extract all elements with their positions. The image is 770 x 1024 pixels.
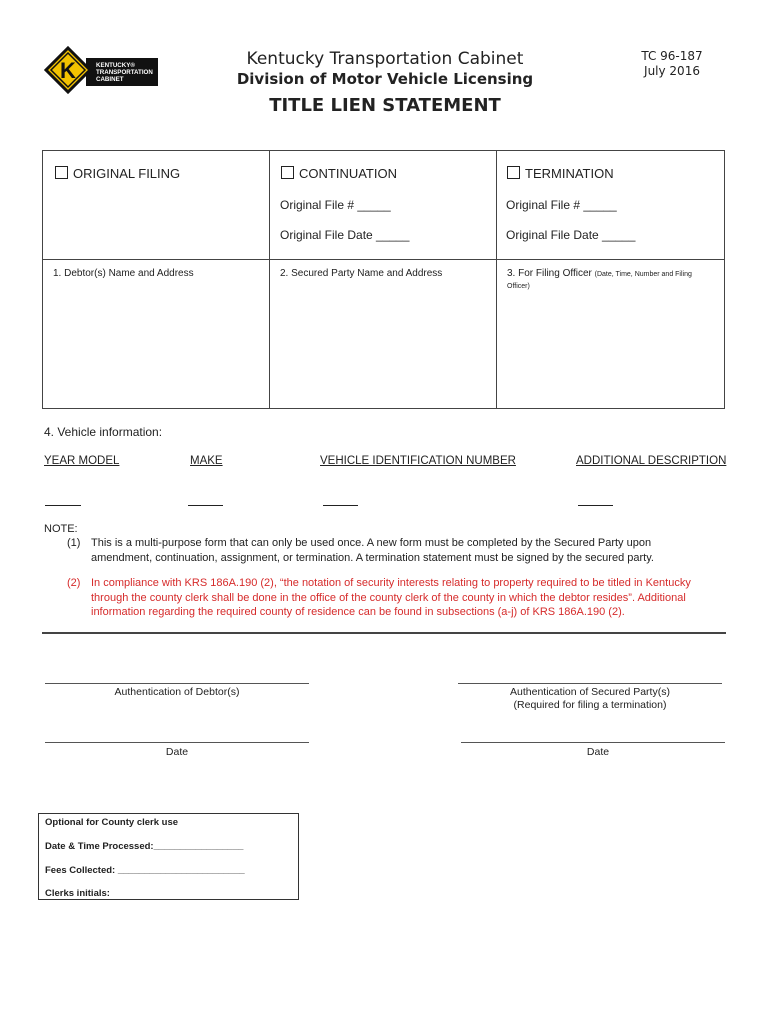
make-field[interactable]: [188, 505, 223, 506]
note-1-line-1: This is a multi-purpose form that can only be used once. A new form must be completed by the Secured Party upon: [91, 537, 652, 549]
logo-text-2: TRANSPORTATION: [96, 69, 153, 76]
termination-file-no[interactable]: Original File # _____: [506, 198, 617, 212]
debtor-box-label: 1. Debtor(s) Name and Address: [53, 268, 194, 279]
division-name: Division of Motor Vehicle Licensing: [236, 70, 534, 88]
note-2-line-2: through the county clerk shall be done in the office of the county clerk of the county in which the debtor resides”. Additional: [91, 591, 686, 604]
termination-checkbox[interactable]: [507, 166, 520, 179]
secured-signature-line[interactable]: [458, 683, 722, 684]
continuation-label: CONTINUATION: [299, 166, 397, 181]
continuation-option[interactable]: [281, 166, 397, 181]
logo-text-3: CABINET: [96, 76, 124, 83]
filing-officer-detail-2: Officer): [507, 283, 530, 290]
grid-divider-1: [269, 150, 270, 409]
note-2-line-3: information regarding the required county of residence can be found in subsections (a-j) of KRS 186A.190 (2).: [91, 606, 625, 618]
form-id: [612, 49, 732, 79]
col-vin: VEHICLE IDENTIFICATION NUMBER: [320, 455, 516, 467]
debtor-auth-caption: Authentication of Debtor(s): [114, 686, 240, 698]
clerk-initials-field[interactable]: Clerks initials:: [45, 888, 110, 899]
secured-auth-note: (Required for filing a termination): [513, 699, 667, 711]
form-title: TITLE LIEN STATEMENT: [269, 95, 501, 116]
form-number: TC 96-187: [641, 49, 703, 63]
filing-officer-detail: (Date, Time, Number and Filing: [594, 271, 692, 278]
logo-text-1: KENTUCKY®: [96, 62, 135, 69]
note-label: NOTE:: [44, 523, 78, 535]
vehicle-info-heading: 4. Vehicle information:: [44, 425, 163, 439]
note-1-line-2: amendment, continuation, assignment, or termination. A termination statement must be signed by the secured party.: [91, 551, 654, 564]
filing-officer-title: 3. For Filing Officer: [507, 268, 592, 279]
fees-collected-field[interactable]: Fees Collected: ________________________: [45, 865, 245, 876]
original-filing-option[interactable]: [55, 166, 180, 181]
col-make: MAKE: [190, 455, 223, 467]
continuation-file-no[interactable]: Original File # _____: [280, 198, 391, 212]
form-date: July 2016: [644, 64, 700, 78]
secured-party-box-label: 2. Secured Party Name and Address: [280, 268, 443, 279]
original-filing-checkbox[interactable]: [55, 166, 68, 179]
col-year-model: YEAR MODEL: [44, 455, 120, 467]
continuation-checkbox[interactable]: [281, 166, 294, 179]
county-clerk-box: [38, 813, 299, 900]
secured-auth-caption: [458, 686, 722, 712]
svg-text:K: K: [60, 58, 76, 83]
year-model-field[interactable]: [45, 505, 81, 506]
note-1-number: (1): [67, 537, 81, 549]
grid-divider-2: [496, 150, 497, 409]
filing-officer-box-label: [507, 268, 717, 292]
section-divider: [42, 632, 726, 634]
note-1: [91, 536, 654, 565]
debtor-signature-line[interactable]: [45, 683, 309, 684]
grid-row-divider: [42, 259, 725, 260]
debtor-date-line[interactable]: [45, 742, 309, 743]
original-filing-label: ORIGINAL FILING: [73, 166, 181, 181]
termination-label: TERMINATION: [525, 166, 614, 181]
note-2-number: (2): [67, 577, 81, 589]
secured-date-line[interactable]: [461, 742, 725, 743]
vin-field[interactable]: [323, 505, 358, 506]
continuation-file-date[interactable]: Original File Date _____: [280, 228, 410, 242]
debtor-date-caption: Date: [165, 746, 189, 758]
clerk-box-heading: Optional for County clerk use: [45, 817, 179, 828]
note-2: [91, 576, 691, 620]
secured-auth-label: Authentication of Secured Party(s): [510, 686, 670, 698]
note-2-line-1: In compliance with KRS 186A.190 (2), “the notation of security interests relating to property required to be titled in Kentucky: [91, 577, 691, 589]
date-time-processed-field[interactable]: Date & Time Processed:_________________: [45, 841, 244, 852]
termination-option[interactable]: [507, 166, 614, 181]
org-name: Kentucky Transportation Cabinet: [246, 49, 524, 69]
termination-file-date[interactable]: Original File Date _____: [506, 228, 636, 242]
secured-date-caption: Date: [586, 746, 610, 758]
additional-description-field[interactable]: [578, 505, 613, 506]
col-additional-description: ADDITIONAL DESCRIPTION: [576, 455, 727, 467]
